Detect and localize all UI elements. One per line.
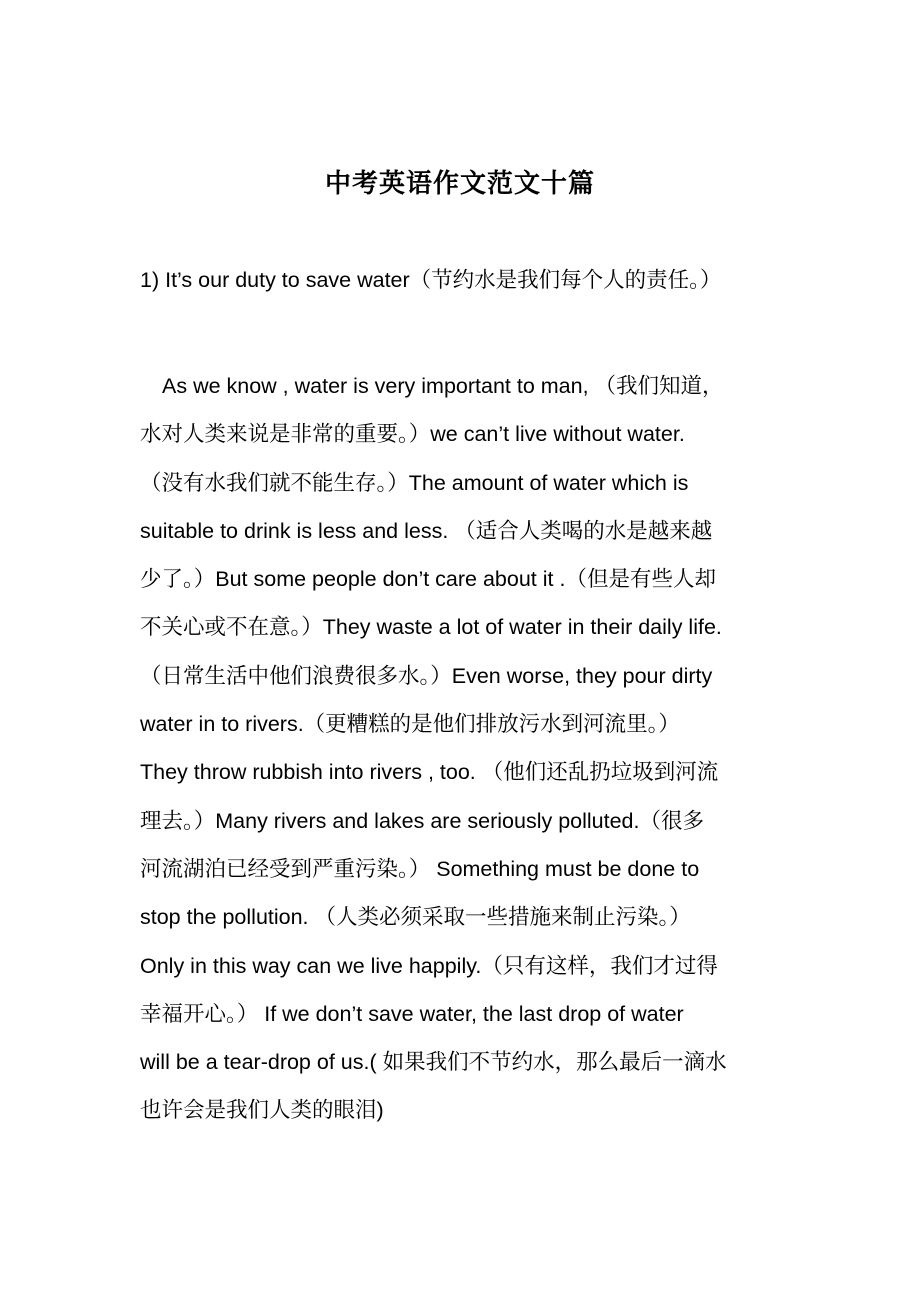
essay-line: water in to rivers.（更糟糕的是他们排放污水到河流里。） xyxy=(140,712,680,737)
essay-line: As we know , water is very important to man, （我们知道， xyxy=(162,374,724,398)
essay-line: stop the pollution. （人类必须采取一些措施来制止污染。） xyxy=(140,905,691,930)
essay-line: （日常生活中他们浪费很多水。）Even worse, they pour dirty xyxy=(140,663,713,688)
document-title: 中考英语作文范文十篇 xyxy=(324,169,595,199)
essay-line: suitable to drink is less and less. （适合人类喝的水是越来越 xyxy=(140,518,713,543)
essay-line: （没有水我们就不能生存。）The amount of water which is xyxy=(140,470,689,495)
essay-body xyxy=(140,362,800,1135)
essay-line: 幸福开心。） If we don’t save water, the last drop of water xyxy=(140,1001,684,1026)
essay-line: 水对人类来说是非常的重要。）we can’t live without water. xyxy=(140,422,685,447)
essay-heading: 1) It’s our duty to save water（节约水是我们每个人的责任。） xyxy=(140,268,722,292)
essay-line: Only in this way can we live happily.（只有这样，我们才过得 xyxy=(140,953,718,978)
essay-line: 少了。）But some people don’t care about it .（但是有些人却 xyxy=(140,567,716,592)
essay-line: will be a tear-drop of us.( 如果我们不节约水，那么最后一滴水 xyxy=(140,1050,727,1075)
essay-line: 河流湖泊已经受到严重污染。） Something must be done to xyxy=(140,856,700,881)
essay-line: 也许会是我们人类的眼泪) xyxy=(140,1098,384,1123)
essay-line: They throw rubbish into rivers , too. （他们还乱扔垃圾到河流 xyxy=(140,760,719,785)
essay-line: 理去。）Many rivers and lakes are seriously polluted.（很多 xyxy=(140,808,704,833)
essay-line: 不关心或不在意。）They waste a lot of water in their daily life. xyxy=(140,615,722,640)
